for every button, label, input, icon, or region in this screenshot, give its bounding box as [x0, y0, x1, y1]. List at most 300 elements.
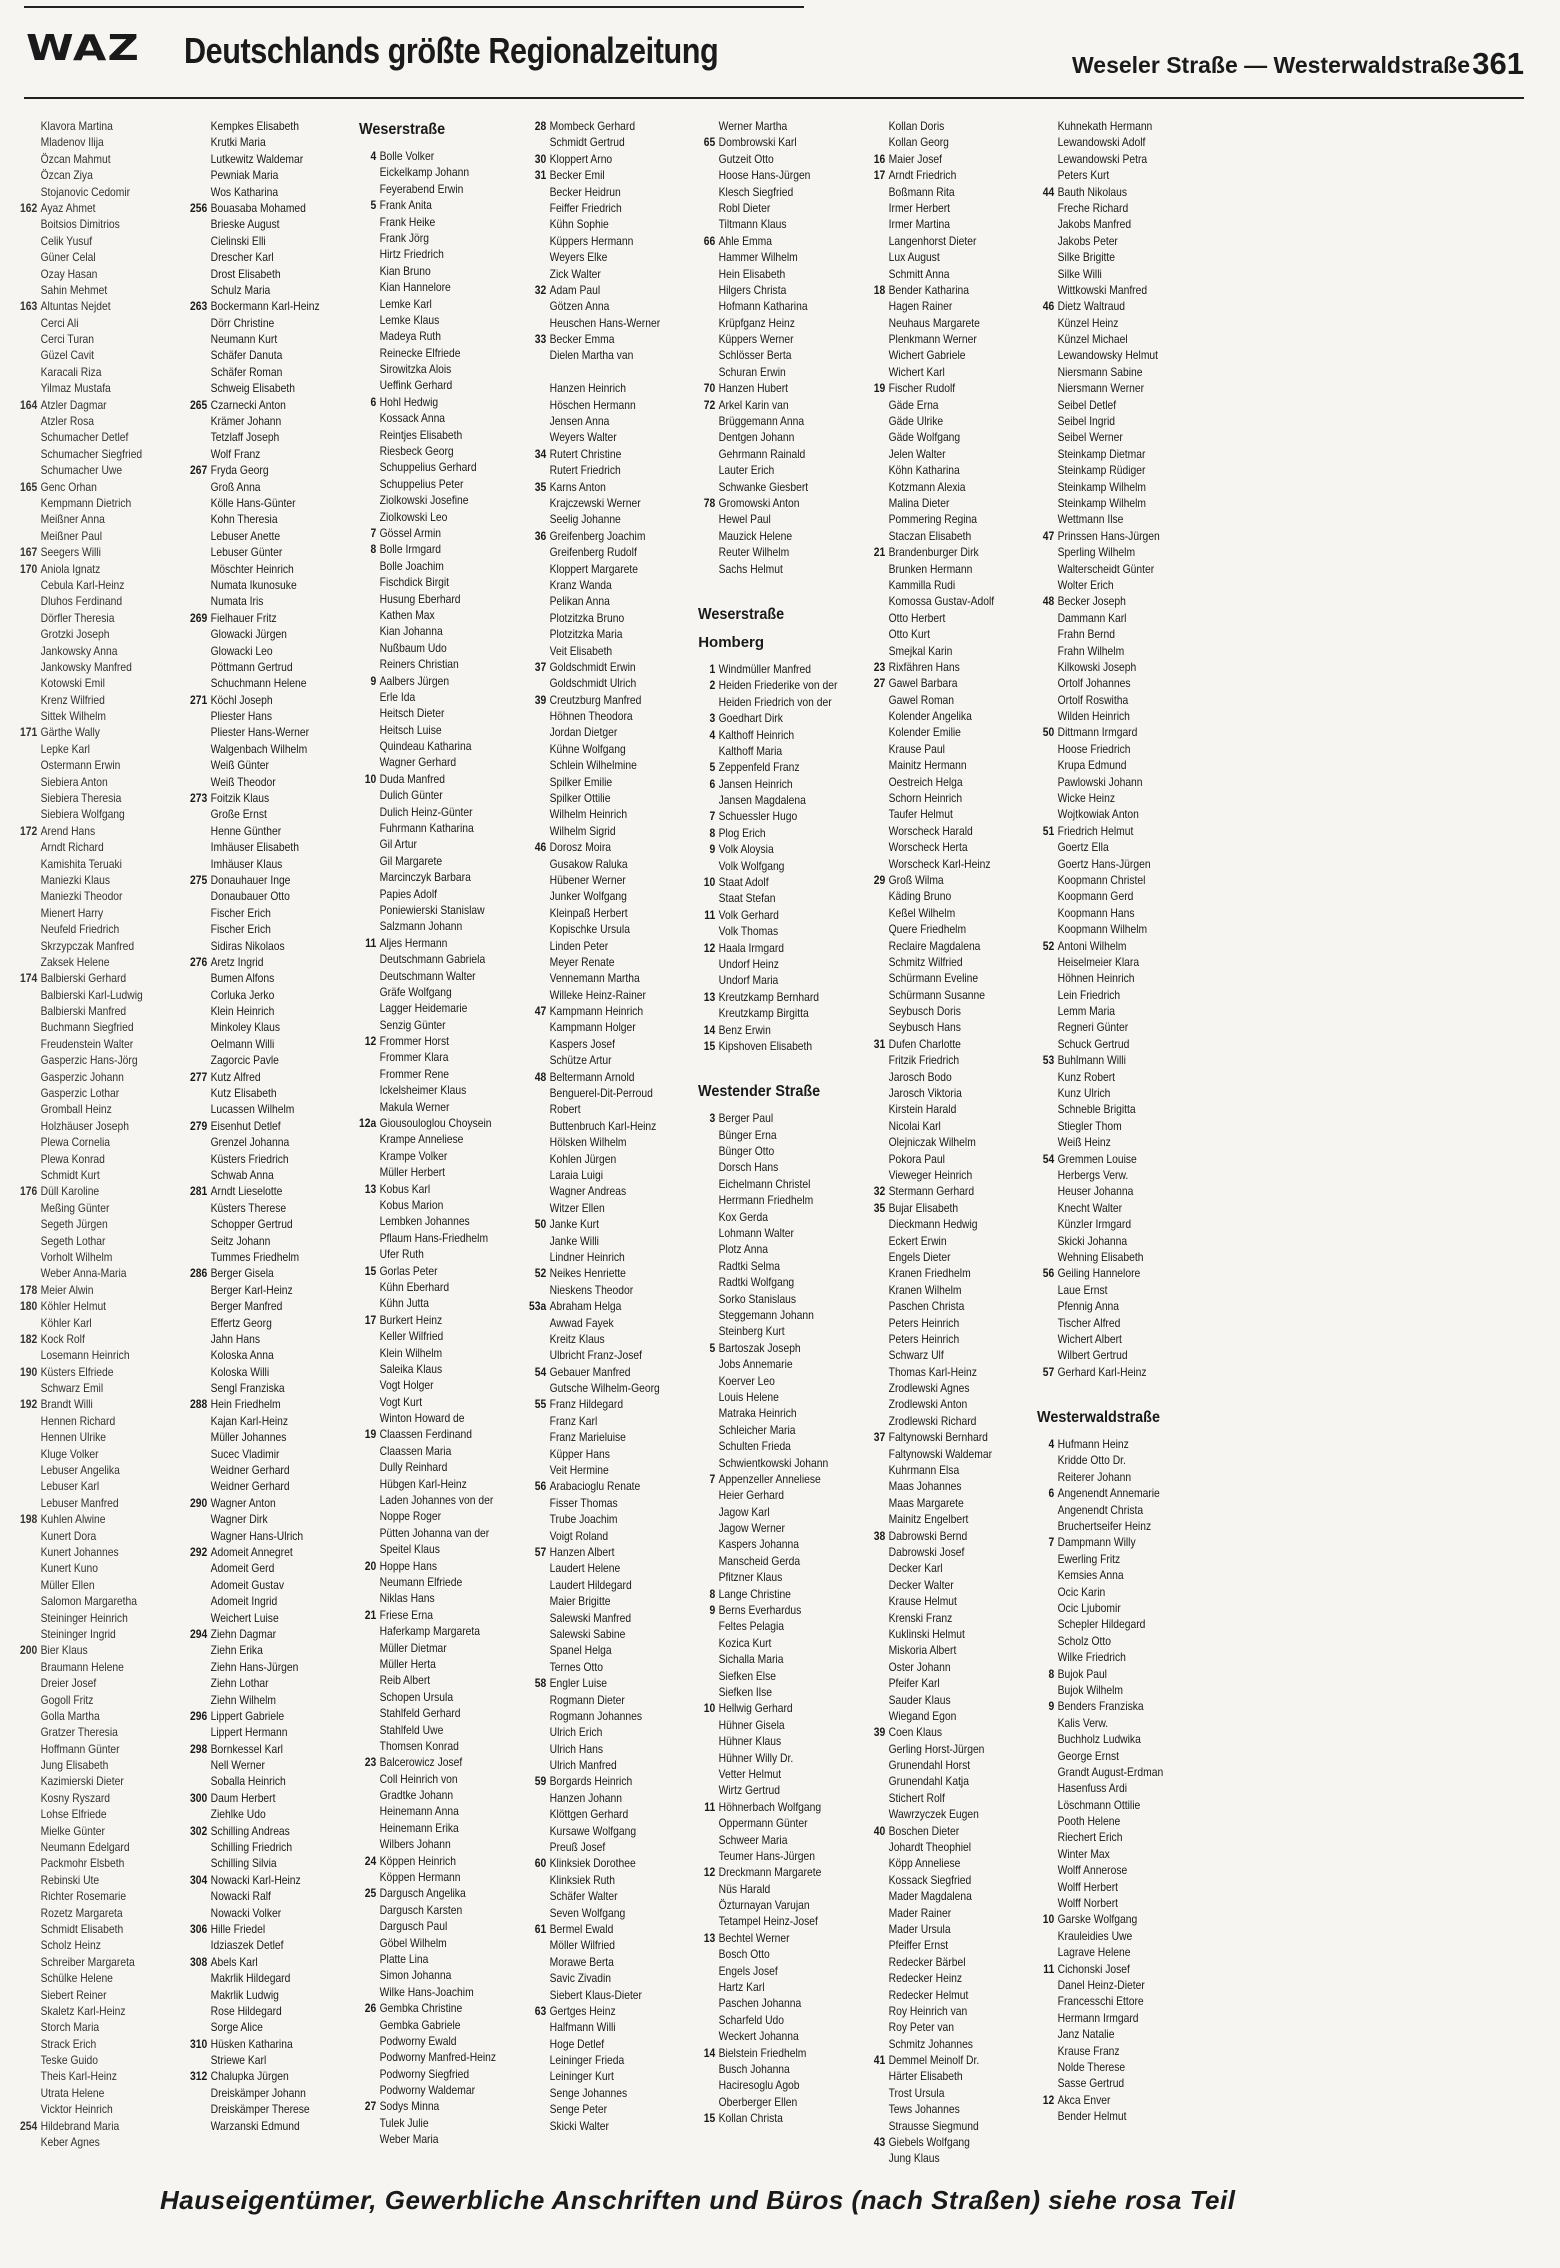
resident-entry: [698, 2028, 839, 2044]
resident-name: Buchmann Siegfried: [40, 1020, 134, 1035]
resident-name: Schwarz Emil: [40, 1381, 104, 1396]
resident-entry: [529, 708, 670, 724]
resident-entry: [698, 1815, 839, 1831]
resident-entry: [698, 1005, 839, 1021]
resident-entry: [698, 907, 839, 923]
resident-name: Wilke Friedrich: [1057, 1650, 1127, 1665]
resident-name: Kühne Wolfgang: [549, 741, 626, 756]
resident-entry: [359, 1623, 500, 1639]
resident-entry: [190, 167, 331, 183]
resident-name: Berger Karl-Heinz: [210, 1282, 293, 1297]
resident-entry: [190, 1380, 331, 1396]
resident-entry: [359, 1918, 500, 1934]
resident-name: Herbergs Verw.: [1057, 1168, 1129, 1182]
resident-entry: [698, 1553, 839, 1569]
resident-entry: [190, 741, 331, 757]
resident-name: Saleika Klaus: [379, 1361, 443, 1376]
resident-name: Gössel Armin: [379, 525, 442, 540]
resident-name: Otto Herbert: [888, 610, 946, 625]
resident-name: Pütten Johanna van der: [379, 1525, 490, 1540]
resident-entry: [529, 1249, 670, 1265]
resident-entry: [698, 216, 839, 232]
resident-entry: [190, 856, 331, 872]
resident-entry: [529, 1446, 670, 1462]
resident-name: Ziehn Dagmar: [210, 1626, 276, 1641]
resident-entry: [698, 184, 839, 200]
resident-entry: [529, 757, 670, 773]
resident-entry: [20, 1085, 161, 1101]
resident-name: Schweer Maria: [718, 1832, 788, 1847]
resident-entry: [1037, 151, 1178, 167]
resident-name: Hanzen Johann: [549, 1790, 622, 1805]
resident-entry: [698, 1176, 839, 1192]
resident-name: Schäfer Walter: [549, 1889, 618, 1904]
resident-name: Lembken Johannes: [379, 1214, 470, 1229]
resident-entry: [529, 888, 670, 904]
resident-entry: [698, 989, 839, 1005]
resident-name: Reiners Christian: [379, 657, 459, 672]
resident-name: Heinemann Anna: [379, 1804, 459, 1819]
resident-entry: [359, 869, 500, 885]
resident-name: Brunken Hermann: [888, 561, 973, 576]
resident-name: Pfeiffer Ernst: [888, 1938, 948, 1953]
resident-entry: [868, 790, 1009, 806]
resident-name: Makrlik Ludwig: [210, 1987, 279, 2002]
resident-entry: [868, 413, 1009, 429]
resident-entry: [359, 1312, 500, 1328]
resident-name: Becker Heidrun: [549, 184, 621, 199]
resident-name: Künzler Irmgard: [1057, 1217, 1132, 1232]
resident-entry: [698, 1038, 839, 1054]
resident-entry: [359, 820, 500, 836]
house-number: 178: [20, 1282, 38, 1297]
resident-name: Köpp Anneliese: [888, 1856, 961, 1871]
house-number: 66: [703, 233, 716, 248]
resident-entry: [20, 724, 161, 740]
resident-entry: [20, 1200, 161, 1216]
resident-name: Krause Paul: [888, 741, 945, 756]
resident-name: Plog Erich: [718, 825, 766, 840]
resident-entry: [190, 1741, 331, 1757]
resident-entry: [529, 790, 670, 806]
resident-name: Roy Heinrich van: [888, 2003, 967, 2018]
resident-entry: [1037, 1282, 1178, 1298]
house-number: 192: [20, 1397, 38, 1412]
resident-entry: [868, 462, 1009, 478]
resident-name: Berger Manfred: [210, 1299, 282, 1314]
resident-name: Lepke Karl: [40, 741, 90, 756]
resident-entry: [359, 623, 500, 639]
resident-name: Geiling Hannelore: [1057, 1266, 1141, 1281]
resident-name: Brüggemann Anna: [718, 414, 805, 429]
resident-name: Sahin Mehmet: [40, 282, 108, 297]
resident-name: Vennemann Martha: [549, 971, 640, 986]
resident-entry: [359, 1574, 500, 1590]
resident-name: Kalthoff Maria: [718, 743, 783, 758]
resident-name: Silke Willi: [1057, 266, 1103, 281]
resident-name: Siebiera Theresia: [40, 791, 122, 806]
resident-name: Volk Wolfgang: [718, 858, 785, 873]
resident-name: Franz Hildegard: [549, 1397, 623, 1412]
resident-entry: [529, 839, 670, 855]
resident-name: Lauter Erich: [718, 463, 775, 478]
resident-name: Gasperzic Johann: [40, 1069, 124, 1084]
resident-name: Kosny Ryszard: [40, 1790, 111, 1805]
resident-entry: [1037, 1452, 1178, 1468]
resident-name: Neumann Edelgard: [40, 1840, 130, 1855]
resident-entry: [20, 1019, 161, 1035]
resident-entry: [359, 2098, 500, 2114]
resident-entry: [868, 806, 1009, 822]
house-number: 182: [20, 1331, 38, 1346]
resident-entry: [20, 1544, 161, 1560]
resident-name: Gasperzic Hans-Jörg: [40, 1053, 138, 1068]
resident-name: Stichert Rolf: [888, 1790, 945, 1805]
resident-name: Steinkamp Dietmar: [1057, 446, 1146, 461]
resident-entry: [20, 1724, 161, 1740]
resident-name: Kollan Christa: [718, 2111, 784, 2126]
house-number: 21: [364, 1607, 377, 1622]
resident-entry: [1037, 675, 1178, 691]
resident-entry: [20, 659, 161, 675]
resident-entry: [359, 410, 500, 426]
resident-name: Hübgen Karl-Heinz: [379, 1476, 467, 1491]
resident-entry: [698, 479, 839, 495]
resident-entry: [20, 856, 161, 872]
resident-name: Salewski Sabine: [549, 1626, 626, 1641]
resident-entry: [529, 1085, 670, 1101]
resident-name: Hühner Willy Dr.: [718, 1750, 794, 1765]
house-number: 48: [1043, 594, 1055, 609]
resident-entry: [1037, 528, 1178, 544]
resident-name: Meier Alwin: [40, 1282, 94, 1297]
house-number: 46: [534, 840, 546, 855]
street-heading: Westender Straße: [698, 1083, 821, 1101]
resident-entry: [20, 200, 161, 216]
resident-name: Hammer Wilhelm: [718, 250, 798, 265]
resident-name: Künzel Heinz: [1057, 315, 1119, 330]
house-number: 10: [1043, 1912, 1055, 1927]
resident-entry: [359, 1722, 500, 1738]
resident-name: Klein Heinrich: [210, 1004, 274, 1019]
resident-entry: [868, 479, 1009, 495]
resident-entry: [359, 1394, 500, 1410]
resident-name: Dreckmann Margarete: [718, 1865, 822, 1880]
resident-entry: [190, 1118, 331, 1134]
resident-name: Plewa Konrad: [40, 1151, 105, 1166]
resident-entry: [529, 544, 670, 560]
resident-entry: [698, 743, 839, 759]
house-number: 37: [534, 659, 546, 674]
resident-name: Koopmann Gerd: [1057, 889, 1134, 904]
resident-name: Nowacki Karl-Heinz: [210, 1872, 301, 1887]
resident-entry: [868, 675, 1009, 691]
resident-name: Kranen Friedhelm: [888, 1266, 971, 1281]
resident-entry: [868, 298, 1009, 314]
resident-name: Steinberg Kurt: [718, 1324, 785, 1339]
resident-entry: [20, 544, 161, 560]
resident-entry: [698, 1143, 839, 1159]
resident-name: Kuklinski Helmut: [888, 1626, 965, 1641]
house-number: 14: [703, 2045, 716, 2060]
resident-entry: [20, 1708, 161, 1724]
resident-name: Hille Friedel: [210, 1921, 265, 1936]
resident-name: Worscheck Harald: [888, 823, 973, 838]
resident-name: Decker Karl: [888, 1561, 943, 1576]
house-number: 8: [1048, 1666, 1055, 1681]
resident-name: Skrzypczak Manfred: [40, 938, 135, 953]
resident-entry: [359, 1607, 500, 1623]
resident-entry: [698, 429, 839, 445]
resident-name: Becker Emma: [549, 332, 615, 347]
resident-entry: [20, 643, 161, 659]
page-number: 361: [1472, 46, 1524, 81]
resident-name: Staczan Elisabeth: [888, 528, 972, 543]
resident-name: Volk Thomas: [718, 924, 779, 939]
resident-entry: [190, 282, 331, 298]
resident-entry: [868, 1019, 1009, 1035]
house-number: 37: [873, 1430, 885, 1445]
resident-name: Teumer Hans-Jürgen: [718, 1848, 816, 1863]
resident-name: Kunz Robert: [1057, 1069, 1116, 1084]
resident-name: Schwientkowski Johann: [718, 1455, 829, 1470]
resident-name: Eickelkamp Johann: [379, 165, 470, 180]
resident-entry: [20, 790, 161, 806]
resident-name: Wagner Anton: [210, 1495, 276, 1510]
resident-entry: [359, 984, 500, 1000]
resident-entry: [529, 1626, 670, 1642]
resident-name: Schulz Maria: [210, 282, 270, 297]
house-number: 26: [364, 2001, 377, 2016]
resident-name: Lein Friedrich: [1057, 987, 1121, 1002]
house-number: 300: [189, 1790, 207, 1805]
resident-entry: [529, 1364, 670, 1380]
resident-name: Schweig Elisabeth: [210, 381, 295, 396]
resident-name: Wilhelm Heinrich: [549, 807, 627, 822]
resident-entry: [1037, 1977, 1178, 1993]
resident-entry: [1037, 1551, 1178, 1567]
resident-name: Siebert Klaus-Dieter: [549, 1987, 642, 2002]
resident-entry: [20, 1298, 161, 1314]
resident-entry: [20, 839, 161, 855]
resident-name: Stermann Gerhard: [888, 1184, 974, 1199]
house-number: 72: [703, 397, 716, 412]
resident-entry: [868, 1413, 1009, 1429]
resident-name: Celik Yusuf: [40, 233, 93, 248]
resident-name: Hölsken Wilhelm: [549, 1135, 627, 1150]
resident-entry: [868, 2052, 1009, 2068]
resident-name: Manscheid Gerda: [718, 1553, 801, 1568]
resident-entry: [868, 151, 1009, 167]
resident-name: Worscheck Karl-Heinz: [888, 856, 991, 871]
resident-entry: [359, 394, 500, 410]
resident-entry: [529, 429, 670, 445]
resident-entry: [698, 1455, 839, 1471]
resident-entry: [359, 1525, 500, 1541]
resident-entry: [20, 134, 161, 150]
resident-entry: [698, 1635, 839, 1651]
resident-name: Mader Ursula: [888, 1921, 951, 1936]
resident-entry: [529, 2085, 670, 2101]
resident-entry: [529, 1773, 670, 1789]
resident-name: Krenski Franz: [888, 1610, 953, 1625]
resident-name: Kajan Karl-Heinz: [210, 1413, 288, 1428]
resident-name: Scholz Heinz: [40, 1938, 101, 1953]
resident-entry: [529, 1151, 670, 1167]
resident-entry: [190, 2019, 331, 2035]
resident-entry: [1037, 1846, 1178, 1862]
resident-name: Müller Ellen: [40, 1577, 95, 1592]
house-number: 63: [534, 2003, 546, 2018]
resident-entry: [868, 1183, 1009, 1199]
resident-name: Lewandowsky Helmut: [1057, 348, 1159, 363]
resident-name: Laue Ernst: [1057, 1282, 1108, 1297]
resident-name: Krupa Edmund: [1057, 758, 1127, 773]
resident-name: Nolde Therese: [1057, 2059, 1126, 2074]
resident-name: Koloska Willi: [210, 1364, 269, 1379]
resident-name: Hermann Irmgard: [1057, 2010, 1139, 2025]
resident-name: Große Ernst: [210, 807, 267, 822]
resident-entry: [359, 1935, 500, 1951]
resident-name: Heitsch Luise: [379, 722, 442, 737]
resident-entry: [1037, 790, 1178, 806]
newspaper-logo: WAZ: [26, 28, 141, 69]
resident-entry: [698, 1127, 839, 1143]
resident-name: Trube Joachim: [549, 1512, 618, 1527]
resident-entry: [1037, 1485, 1178, 1501]
resident-name: Goldschmidt Ulrich: [549, 676, 636, 691]
resident-name: Radtki Wolfgang: [718, 1275, 795, 1290]
resident-entry: [868, 1888, 1009, 1904]
house-number: 35: [534, 479, 546, 494]
resident-name: Seven Wolfgang: [549, 1905, 625, 1920]
resident-entry: [698, 315, 839, 331]
resident-name: Oelmann Willi: [210, 1036, 274, 1051]
resident-name: Wilhelm Sigrid: [549, 823, 616, 838]
resident-name: Peters Kurt: [1057, 168, 1110, 183]
resident-entry: [190, 479, 331, 495]
resident-entry: [190, 1478, 331, 1494]
resident-entry: [359, 2000, 500, 2016]
resident-entry: [190, 659, 331, 675]
resident-entry: [698, 2045, 839, 2061]
resident-entry: [698, 940, 839, 956]
resident-entry: [698, 2094, 839, 2110]
resident-entry: [359, 1672, 500, 1688]
resident-entry: [20, 1905, 161, 1921]
resident-name: Wolf Franz: [210, 446, 260, 461]
section-spacer: [698, 577, 862, 603]
resident-entry: [868, 511, 1009, 527]
resident-entry: [868, 1954, 1009, 1970]
resident-name: Lutkewitz Waldemar: [210, 151, 303, 166]
resident-entry: [868, 1298, 1009, 1314]
resident-entry: [359, 1066, 500, 1082]
resident-entry: [359, 1541, 500, 1557]
resident-entry: [190, 347, 331, 363]
resident-entry: [1037, 1200, 1178, 1216]
resident-name: Krause Helmut: [888, 1594, 957, 1609]
resident-name: Gutsche Wilhelm-Georg: [549, 1381, 660, 1396]
resident-entry: [529, 413, 670, 429]
resident-name: Czarnecki Anton: [210, 397, 286, 412]
resident-entry: [1037, 938, 1178, 954]
house-number: 32: [534, 282, 546, 297]
resident-entry: [1037, 1567, 1178, 1583]
resident-name: Dufen Charlotte: [888, 1036, 961, 1051]
house-number: 172: [20, 823, 38, 838]
resident-name: Koerver Leo: [718, 1373, 776, 1388]
house-number: 7: [709, 809, 716, 824]
resident-name: Neuhaus Margarete: [888, 315, 980, 330]
resident-entry: [529, 610, 670, 626]
resident-name: Kuhlen Alwine: [40, 1512, 106, 1527]
resident-name: Rixfähren Hans: [888, 659, 960, 674]
resident-entry: [359, 1115, 500, 1131]
resident-name: Gembka Christine: [379, 2001, 463, 2016]
resident-name: Kammilla Rudi: [888, 577, 955, 592]
resident-entry: [190, 151, 331, 167]
house-number: 290: [189, 1495, 207, 1510]
resident-name: Herrmann Friedhelm: [718, 1193, 814, 1208]
resident-name: Karns Anton: [549, 479, 606, 494]
resident-entry: [868, 774, 1009, 790]
house-number: 46: [1043, 299, 1055, 314]
resident-entry: [1037, 364, 1178, 380]
resident-name: Corluka Jerko: [210, 987, 274, 1002]
resident-entry: [868, 1823, 1009, 1839]
resident-name: Mienert Harry: [40, 905, 104, 920]
resident-name: Nußbaum Udo: [379, 640, 447, 655]
resident-name: Groß Wilma: [888, 872, 944, 887]
resident-entry: [20, 2068, 161, 2084]
resident-name: Kossack Siegfried: [888, 1872, 972, 1887]
resident-name: Dulich Heinz-Günter: [379, 804, 473, 819]
resident-name: Eisenhut Detlef: [210, 1118, 281, 1133]
resident-entry: [529, 692, 670, 708]
resident-name: Frank Heike: [379, 214, 436, 229]
resident-entry: [868, 1151, 1009, 1167]
house-number: 276: [189, 954, 207, 969]
resident-entry: [190, 1413, 331, 1429]
resident-entry: [20, 1495, 161, 1511]
resident-entry: [698, 266, 839, 282]
resident-entry: [20, 2036, 161, 2052]
resident-entry: [1037, 1019, 1178, 1035]
resident-name: Zrodlewski Anton: [888, 1397, 968, 1412]
resident-entry: [20, 331, 161, 347]
resident-name: Buhlmann Willi: [1057, 1053, 1127, 1068]
resident-name: Weyers Elke: [549, 250, 608, 265]
resident-entry: [1037, 1715, 1178, 1731]
resident-name: Linden Peter: [549, 938, 608, 953]
newspaper-tagline: Deutschlands größte Regionalzeitung: [184, 30, 719, 71]
house-number: 10: [703, 1701, 716, 1716]
resident-entry: [20, 1823, 161, 1839]
resident-entry: [1037, 577, 1178, 593]
resident-entry: [868, 987, 1009, 1003]
resident-name: Eichelmann Christel: [718, 1176, 811, 1191]
resident-name: Heinemann Erika: [379, 1820, 459, 1835]
resident-entry: [1037, 1436, 1178, 1452]
resident-entry: [190, 1708, 331, 1724]
resident-entry: [190, 823, 331, 839]
house-number: 9: [709, 1603, 716, 1618]
resident-name: Oberberger Ellen: [718, 2094, 798, 2109]
resident-entry: [20, 1692, 161, 1708]
resident-name: Antoni Wilhelm: [1057, 938, 1127, 953]
resident-name: Hoppe Hans: [379, 1558, 438, 1573]
